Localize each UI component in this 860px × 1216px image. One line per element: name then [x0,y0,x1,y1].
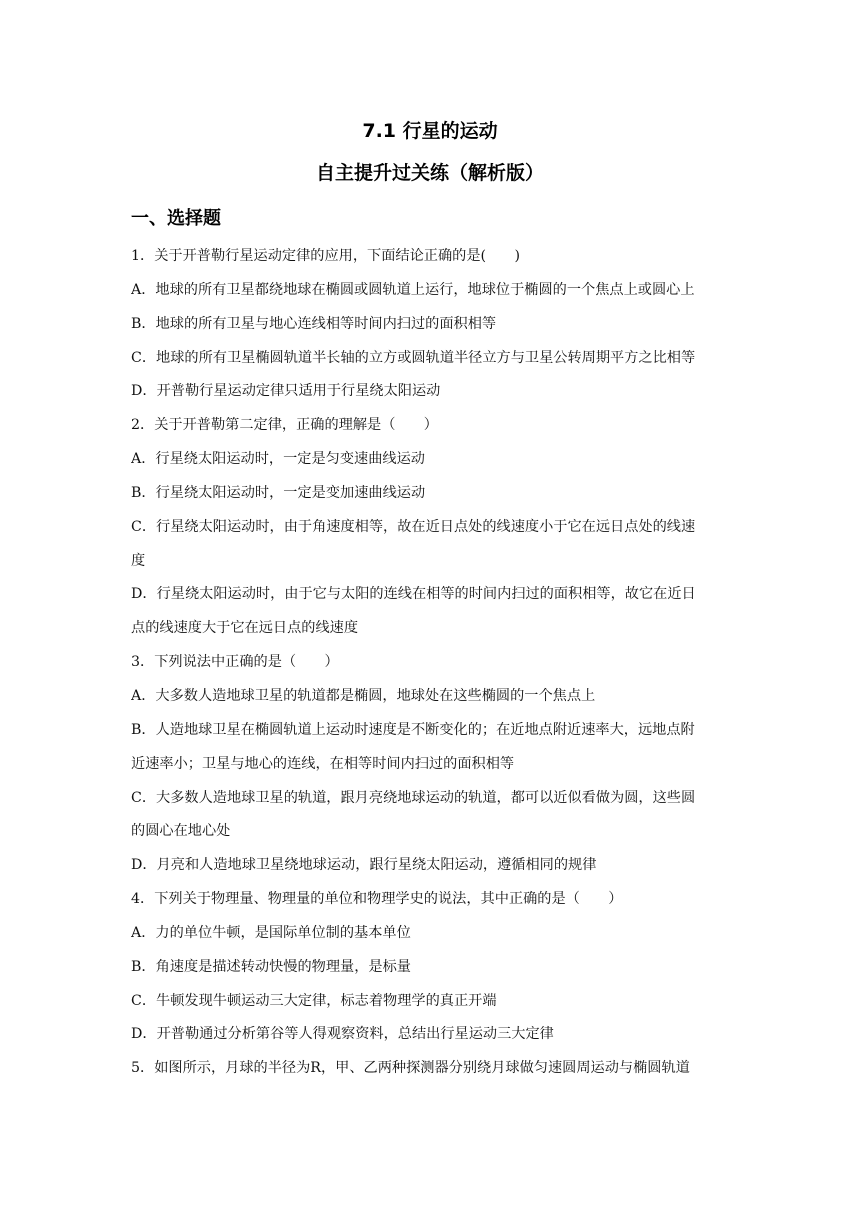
question-4-option-d: D．开普勒通过分析第谷等人得观察资料，总结出行星运动三大定律 [131,1026,554,1043]
question-3-option-c-cont: 的圆心在地心处 [131,823,231,840]
section-heading: 一、选择题 [131,208,221,229]
question-4-option-b: B．角速度是描述转动快慢的物理量，是标量 [131,958,411,975]
question-2-option-c-cont: 度 [131,552,146,569]
question-1-stem: 1．关于开普勒行星运动定律的应用，下面结论正确的是( ) [131,248,520,264]
question-3-option-b: B．人造地球卫星在椭圆轨道上运动时速度是不断变化的；在近地点附近速率大，远地点附 [131,721,695,738]
question-1-option-a: A．地球的所有卫星都绕地球在椭圆或圆轨道上运行，地球位于椭圆的一个焦点上或圆心上 [131,281,695,298]
question-5-stem: 5．如图所示，月球的半径为R，甲、乙两种探测器分别绕月球做匀速圆周运动与椭圆轨道 [131,1060,690,1077]
question-1-option-c: C．地球的所有卫星椭圆轨道半长轴的立方或圆轨道半径立方与卫星公转周期平方之比相等 [131,349,696,366]
document-subtitle: 自主提升过关练（解析版） [315,162,544,184]
question-1-option-b: B．地球的所有卫星与地心连线相等时间内扫过的面积相等 [131,315,497,332]
question-4-option-c: C．牛顿发现牛顿运动三大定律，标志着物理学的真正开端 [131,992,497,1009]
question-2-option-b: B．行星绕太阳运动时，一定是变加速曲线运动 [131,484,426,501]
question-4-stem: 4．下列关于物理量、物理量的单位和物理学史的说法，其中正确的是（ ） [131,891,623,908]
question-3-option-d: D．月亮和人造地球卫星绕地球运动，跟行星绕太阳运动，遵循相同的规律 [131,857,597,874]
question-4-option-a: A．力的单位牛顿，是国际单位制的基本单位 [131,924,411,941]
question-3-option-c: C．大多数人造地球卫星的轨道，跟月亮绕地球运动的轨道，都可以近似看做为圆，这些圆 [131,789,696,806]
question-3-option-a: A．大多数人造地球卫星的轨道都是椭圆，地球处在这些椭圆的一个焦点上 [131,687,596,704]
question-2-stem: 2．关于开普勒第二定律，正确的理解是（ ） [131,417,438,434]
question-2-option-a: A．行星绕太阳运动时，一定是匀变速曲线运动 [131,451,425,468]
question-2-option-c: C．行星绕太阳运动时，由于角速度相等，故在近日点处的线速度小于它在远日点处的线速 [131,518,696,535]
question-3-stem: 3．下列说法中正确的是（ ） [131,654,339,671]
question-1-option-d: D．开普勒行星运动定律只适用于行星绕太阳运动 [131,383,441,400]
question-2-option-d-cont: 点的线速度大于它在远日点的线速度 [131,620,359,637]
document-title: 7.1 行星的运动 [362,120,498,142]
question-2-option-d: D．行星绕太阳运动时，由于它与太阳的连线在相等的时间内扫过的面积相等，故它在近日 [131,586,696,603]
question-3-option-b-cont: 近速率小；卫星与地心的连线，在相等时间内扫过的面积相等 [131,755,515,772]
question-body [131,240,731,1086]
